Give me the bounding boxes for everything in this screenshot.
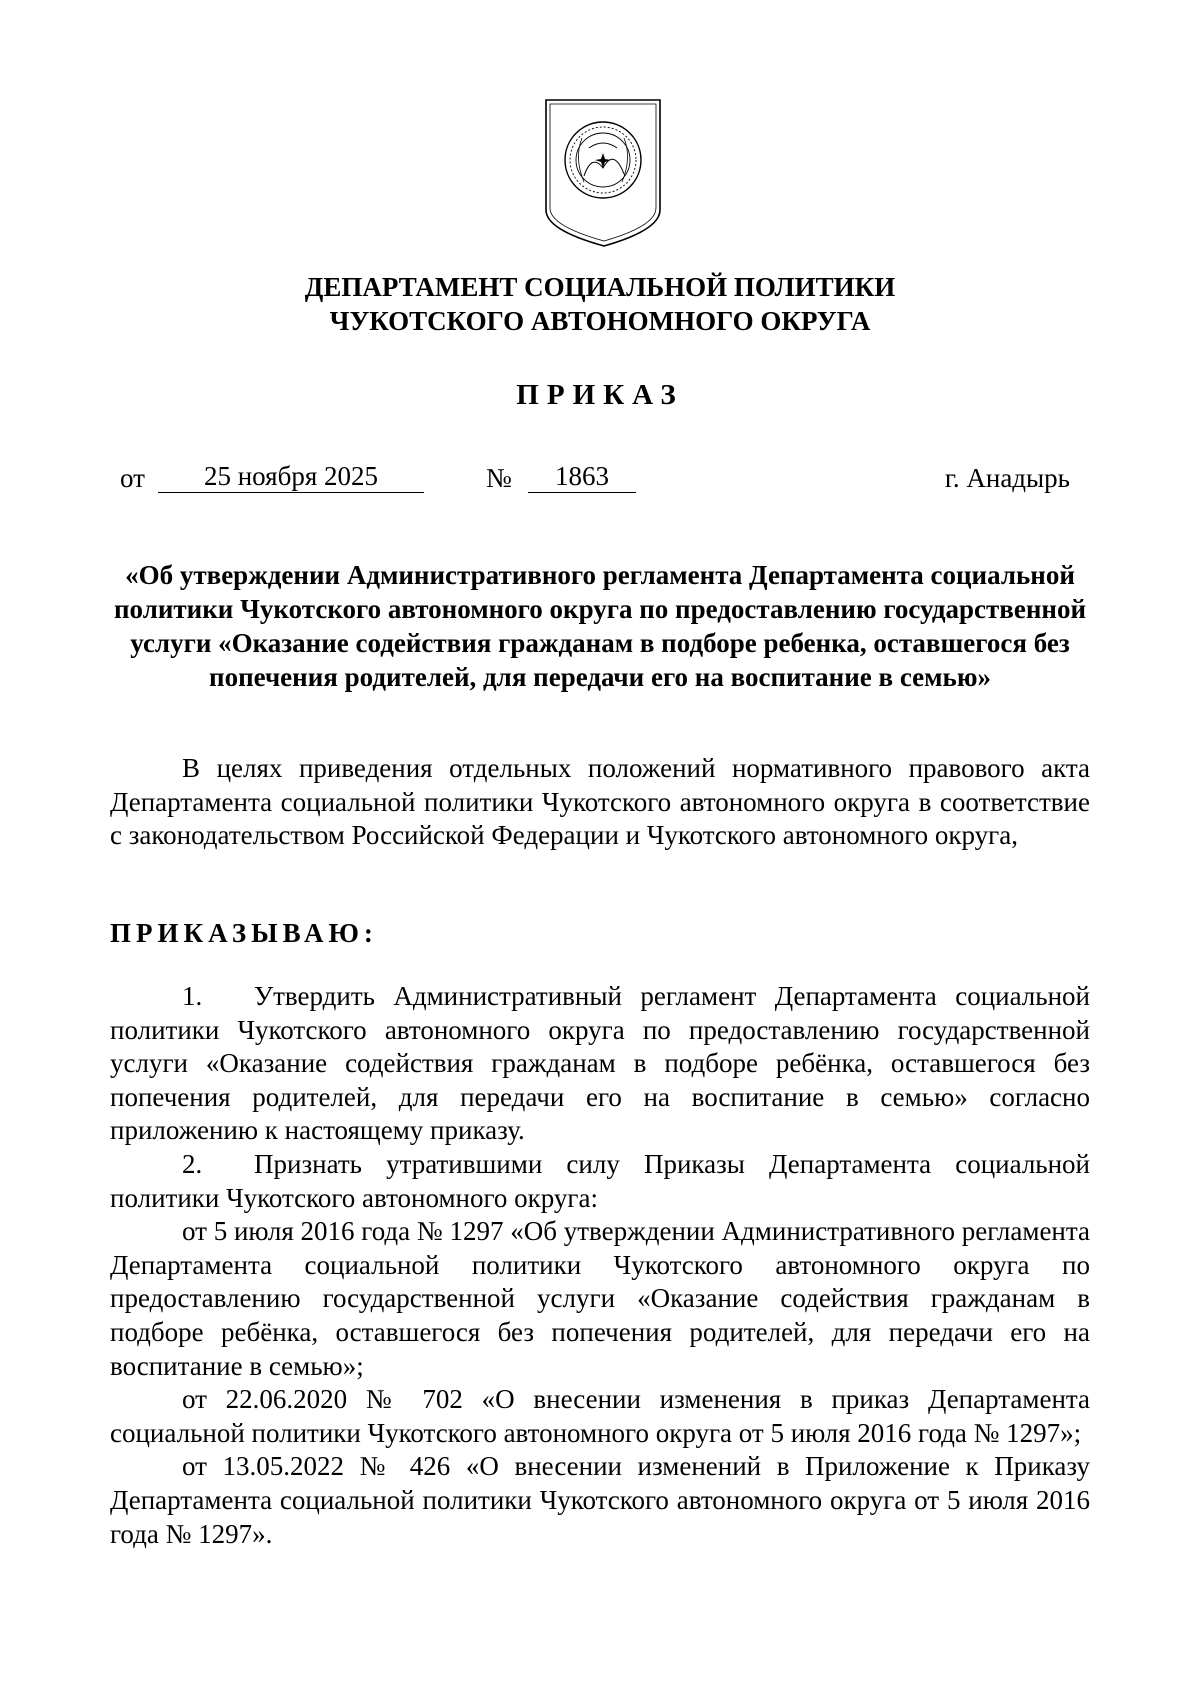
department-line-2: ЧУКОТСКОГО АВТОНОМНОГО ОКРУГА xyxy=(329,306,871,336)
repealed-order: от 5 июля 2016 года № 1297 «Об утверждении Административного регламента Департамента социальной политики Чукотского автономного округа по предоставлению государственной услуги «Оказание содействия гражданам в подборе ребёнка, оставшегося без попечения родителей, для передачи его на воспитание в семью»; xyxy=(110,1216,1090,1381)
department-line-1: ДЕПАРТАМЕНТ СОЦИАЛЬНОЙ ПОЛИТИКИ xyxy=(304,272,896,302)
repealed-order: от 13.05.2022 № 426 «О внесении изменений в Приложение к Приказу Департамента социальной политики Чукотского автономного округа от 5 июля 2016 года № 1297». xyxy=(110,1451,1090,1549)
item-text: Признать утратившими силу Приказы Департамента социальной политики Чукотского автономного округа: xyxy=(110,1148,1090,1213)
document-title: «Об утверждении Административного регламента Департамента социальной политики Чукотского автономного округа по предоставлению государственной услуги «Оказание содействия гражданам в подборе ребенка, оставшегося без попечения родителей, для передачи его на воспитание в семью» xyxy=(114,560,1086,692)
city: г. Анадырь xyxy=(944,463,1070,493)
item-number: 1. xyxy=(182,981,203,1011)
repealed-order: от 22.06.2020 № 702 «О внесении изменения в приказ Департамента социальной политики Чукотского автономного округа от 5 июля 2016 года № 1297»; xyxy=(110,1384,1090,1448)
number-label: № xyxy=(486,463,512,493)
document-date: 25 ноября 2025 xyxy=(158,460,424,493)
orders-list xyxy=(110,980,1090,1551)
from-label: от xyxy=(120,463,145,493)
preamble-paragraph: В целях приведения отдельных положений нормативного правового акта Департамента социальной политики Чукотского автономного округа в соответствие с законодательством Российской Федерации и Чукотского автономного округа, xyxy=(110,753,1090,851)
item-number: 2. xyxy=(182,1148,203,1179)
order-item xyxy=(110,980,1090,1148)
document-type: ПРИКАЗ xyxy=(516,379,684,411)
coat-of-arms-emblem xyxy=(544,98,662,248)
item-text: Утвердить Административный регламент Департамента социальной политики Чукотского автономного округа по предоставлению государственной услуги «Оказание содействия гражданам в подборе ребёнка, оставшегося без попечения родителей, для передачи его на воспитание в семью» согласно приложению к настоящему приказу. xyxy=(110,981,1090,1146)
date-number-line xyxy=(120,460,1070,496)
department-name xyxy=(0,270,1200,338)
order-item xyxy=(110,1148,1090,1215)
document-number: 1863 xyxy=(528,460,636,493)
orders-label: ПРИКАЗЫВАЮ: xyxy=(110,918,378,948)
